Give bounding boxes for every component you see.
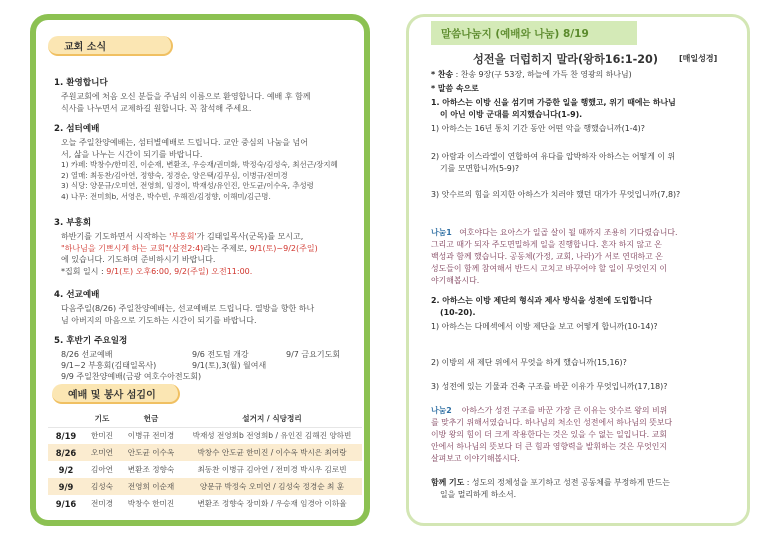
sharing-note-1: 나눔1 여호야다는 요아스가 일곱 살이 될 때까지 조용히 기다렸습니다. 그리고 때가 되자 주도면밀하게 일을 진행합니다. 혼자 하지 않고 온 백성과 함께 했습니다. 공동체(가정, 교회, 나라)가 서로 연대하고 온 성도들이 함께 참여해서 반드시 고치고 바꾸어야 할 일이 무엇인지 이 야기해봅시다. — [431, 228, 678, 285]
sharing-header: 말씀나눔지 (예배와 나눔) 8/19 — [431, 21, 637, 45]
revival-line: 에 있습니다. 기도하며 준비하시기 바랍니다. — [61, 255, 216, 265]
question-2-3: 3) 성전에 있는 기물과 건축 구조를 바꾼 이유가 무엇입니까(17,18)? — [431, 382, 668, 391]
cell-worship-heading: 2. 섬터예배 — [54, 124, 100, 134]
welcome-line: 주원교회에 처음 오신 분들을 주님의 이름으로 환영합니다. 예배 후 함께 — [61, 92, 311, 102]
question-1-1: 1) 아하스는 16년 통치 기간 동안 어떤 악을 행했습니까(1-4)? — [431, 124, 645, 133]
revival-heading: 3. 부흥회 — [54, 218, 92, 228]
prayer-line: 함께 기도 : 성도의 정체성을 포기하고 성전 공동체를 부정하게 만드는 일을 멀리하게 하소서. — [431, 478, 670, 499]
mission-line: 다음주일(8/26) 주일찬양예배는, 선교예배로 드립니다. 열방을 향한 하나 — [61, 304, 315, 314]
table-row: 9/2 김아연 변환조 정향숙 최동찬 이병규 김아연 / 전미경 박시우 김로빈 — [58, 464, 347, 475]
revival-schedule: *집회 일시 : 9/1(토) 오후6:00, 9/2(주일) 오전11:00. — [61, 266, 253, 276]
duty-table — [48, 411, 362, 512]
duty-header-row: 기도 헌금 설거지 / 식당정리 — [48, 411, 362, 427]
schedule-row: 9/9 주일찬양예배(금광 여호수아전도회) — [61, 372, 202, 382]
daily-bible-tag: [매일성경] — [679, 54, 718, 63]
mission-line: 님 아버지의 마음으로 기도하는 시간이 되기를 바랍니다. — [61, 315, 257, 325]
question-2-2: 2) 이방의 새 제단 위에서 무엇을 하게 했습니까(15,16)? — [431, 358, 627, 367]
table-row: 8/19 한미진 이병규 전미경 박재성 전영희b 전영희b / 유인진 김해진 양하빈 — [55, 430, 352, 441]
church-news-title: 교회 소식 — [48, 36, 173, 56]
welcome-line: 식사를 나누면서 교제하길 원합니다. 꼭 참석해 주세요. — [61, 103, 252, 113]
cell-worship-line: 오늘 주일찬양예배는, 섬터별예배로 드립니다. 교안 중심의 나눔을 넘어 — [61, 138, 308, 148]
sermon-title: 성전을 더럽히지 말라(왕하16:1-20) — [473, 53, 658, 66]
sermon-sharing-panel — [406, 14, 750, 526]
duty-title: 예배 및 봉사 섬김이 — [52, 384, 180, 404]
church-news-panel — [30, 14, 370, 526]
mission-heading: 4. 선교예배 — [54, 290, 100, 300]
mission-section — [54, 290, 366, 326]
hymn-line: * 찬송 : 찬송 9장(구 53장, 하늘에 가득 찬 영광의 하나님) — [431, 70, 632, 79]
cell-worship-section — [54, 124, 366, 203]
table-row: 9/9 김성숙 전영희 이순재 양문규 박정숙 오미연 / 김성숙 정경순 최 훈 — [48, 478, 362, 495]
revival-section — [54, 218, 366, 277]
cell-group-item: 4) 나무: 전미희b, 서영은, 박수빈, 우해진/김정향, 이해미/김근명. — [61, 192, 271, 201]
schedule-row: 9/1~2 부흥회(김태일목사) 9/1(토),3(월) 월여새 — [61, 361, 267, 371]
table-row: 8/26 오미연 안도균 이수옥 박창수 안도균 한미진 / 이수옥 박시은 최여랑 — [48, 444, 362, 461]
cell-worship-line: 서, 삶을 나누는 시간이 되기를 바랍니다. — [61, 149, 203, 159]
cell-group-item: 1) 카페: 박창수/한미진, 이순재, 변환조, 우승재/권미화, 박정숙/김성숙, 최선근/장지혜 — [61, 160, 338, 170]
table-row: 9/16 전미경 박창수 한미진 변환조 정향숙 장미화 / 우승재 임경아 이하율 — [55, 498, 347, 509]
question-2: 2. 아하스는 이방 제단의 형식과 제사 방식을 성전에 도입합니다 (10-20). — [431, 296, 653, 317]
schedule-heading: 5. 후반기 주요일정 — [54, 336, 128, 346]
cell-group-item: 2) 열매: 최동찬/김아연, 정향숙, 정경순, 양은택/김무심, 이병규/전미경 — [61, 170, 288, 180]
cell-group-item: 3) 식당: 양문규/오미연, 전영희, 임경이, 박재성/유인진, 안도균/이수옥, 추성령 — [61, 181, 314, 191]
welcome-section — [54, 78, 366, 114]
sharing-note-2: 나눔2 아하스가 성전 구조를 바꾼 가장 큰 이유는 앗수르 왕의 비위 를 맞추기 위해서였습니다. 하나님의 처소인 성전에서 하나님의 뜻보다 이방 왕의 힘이 더 크게 작용한다는 것은 있을 수 없는 일입니다. 교회 안에서 하나님의 뜻보다 더 큰 힘과 영향력을 발휘하는 것은 무엇인지 살펴보고 이야기해봅시다. — [431, 406, 673, 463]
schedule-section — [54, 336, 366, 382]
word-label: * 말씀 속으로 — [431, 84, 479, 93]
question-1: 1. 아하스는 이방 신을 섬기며 가증한 일을 행했고, 위기 때에는 하나님 이 아닌 이방 군대를 의지했습니다(1-9). — [431, 98, 676, 119]
question-1-2: 2) 아람과 이스라엘이 연합하여 유다를 압박하자 아하스는 어떻게 이 위 기를 모면합니까(5-9)? — [431, 152, 676, 173]
question-1-3: 3) 앗수르의 힘을 의지한 아하스가 치러야 했던 대가가 무엇입니까(7,8)? — [431, 190, 681, 199]
schedule-row: 8/26 선교예배 9/6 전도팀 개강 9/7 금요기도회 — [61, 350, 341, 360]
welcome-heading: 1. 환영합니다 — [54, 78, 108, 88]
question-2-1: 1) 아하스는 다메섹에서 이방 제단을 보고 어떻게 합니까(10-14)? — [431, 322, 658, 331]
revival-line: 하반기를 기도하면서 시작하는 '부흥회'가 김태일목사(군목)를 모시고, — [61, 232, 304, 242]
revival-line: "하나님을 기쁘시게 하는 교회"(살전2:4)라는 주제로, 9/1(토)~9/2(주일) — [61, 243, 318, 253]
